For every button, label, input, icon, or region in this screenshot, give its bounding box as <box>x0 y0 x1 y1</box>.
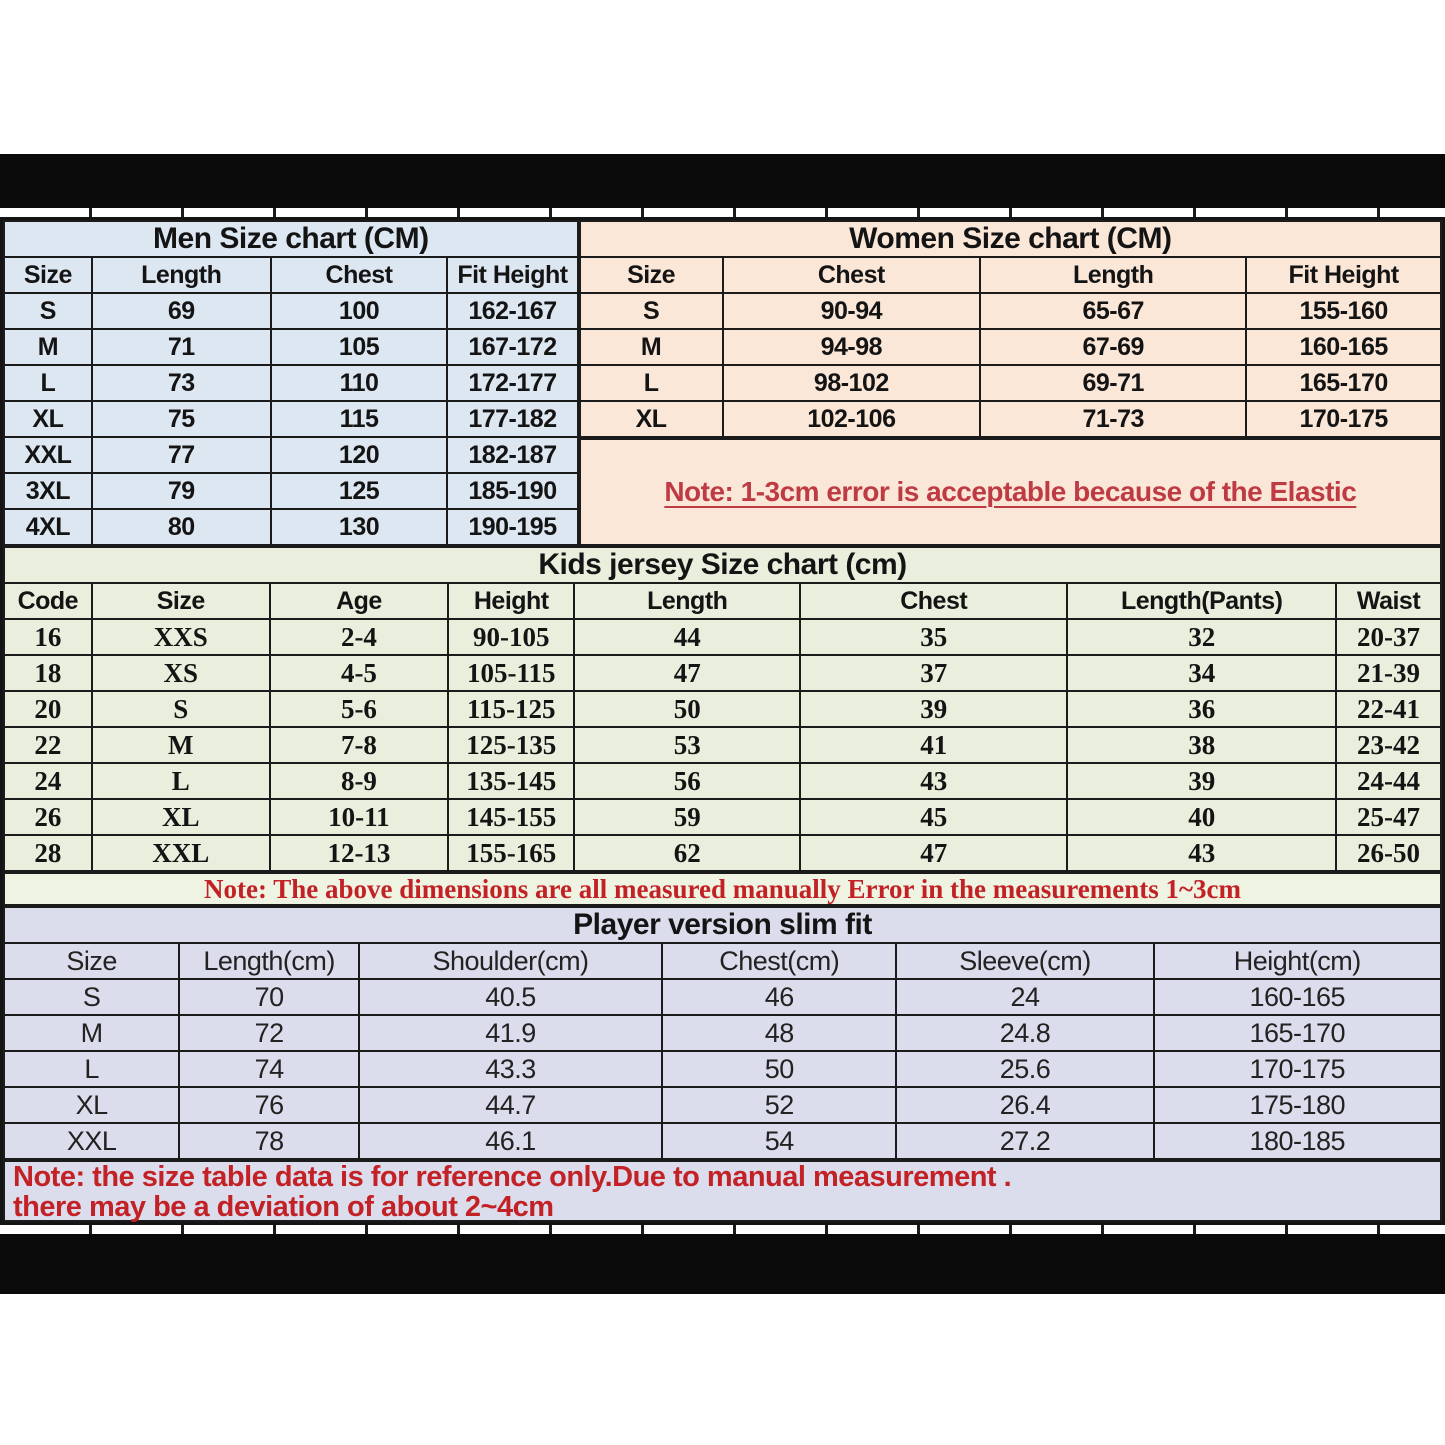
table-cell: 72 <box>179 1015 359 1051</box>
table-row <box>4 547 1441 583</box>
table-cell: M <box>580 329 723 365</box>
top-black-bar <box>0 154 1445 208</box>
table-cell: 75 <box>92 401 271 437</box>
table-cell: 185-190 <box>447 473 577 509</box>
table-cell: 77 <box>92 437 271 473</box>
table-cell: 69 <box>92 293 271 329</box>
table-row <box>4 1051 1441 1087</box>
table-cell: 26 <box>4 799 92 835</box>
table-cell: 165-170 <box>1154 1015 1441 1051</box>
kids-note <box>3 872 1442 906</box>
table-cell: 38 <box>1067 727 1336 763</box>
table-cell: S <box>92 691 270 727</box>
table-cell: 67-69 <box>980 329 1246 365</box>
column-header: Sleeve(cm) <box>896 943 1153 979</box>
kids-header-row <box>4 583 1441 619</box>
table-cell: 54 <box>662 1123 896 1159</box>
column-header: Length(Pants) <box>1067 583 1336 619</box>
table-cell: 28 <box>4 835 92 871</box>
table-cell: 7-8 <box>270 727 448 763</box>
top-white-margin <box>0 0 1445 154</box>
table-cell: 18 <box>4 655 92 691</box>
table-cell: 26.4 <box>896 1087 1153 1123</box>
tick-strip-top <box>0 208 1445 217</box>
table-cell: L <box>4 1051 179 1087</box>
table-cell: 53 <box>574 727 800 763</box>
table-row <box>580 221 1441 257</box>
table-cell: 172-177 <box>447 365 577 401</box>
table-cell: 47 <box>574 655 800 691</box>
table-cell: 10-11 <box>270 799 448 835</box>
table-cell: 40.5 <box>359 979 662 1015</box>
table-cell: 90-105 <box>448 619 574 655</box>
table-row <box>4 329 578 365</box>
table-row <box>580 293 1441 329</box>
kids-size-table <box>3 546 1442 872</box>
kids-note-text: Note: The above dimensions are all measured manually Error in the measurements 1~3cm <box>203 873 1241 904</box>
table-cell: 47 <box>800 835 1067 871</box>
table-cell: 73 <box>92 365 271 401</box>
table-cell: XXL <box>4 1123 179 1159</box>
table-row <box>580 365 1441 401</box>
footer-note-line2: there may be a deviation of about 2~4cm <box>13 1190 554 1223</box>
table-cell: 16 <box>4 619 92 655</box>
table-cell: 120 <box>271 437 448 473</box>
footer-note-line1: Note: the size table data is for reference only.Due to manual measurement . <box>13 1160 1012 1193</box>
table-cell: XS <box>92 655 270 691</box>
table-cell: 145-155 <box>448 799 574 835</box>
player-table-body <box>4 979 1441 1159</box>
table-cell: 56 <box>574 763 800 799</box>
column-header: Size <box>92 583 270 619</box>
table-cell: 165-170 <box>1246 365 1441 401</box>
table-cell: 175-180 <box>1154 1087 1441 1123</box>
table-cell: 20-37 <box>1336 619 1441 655</box>
table-cell: 20 <box>4 691 92 727</box>
table-cell: 98-102 <box>723 365 981 401</box>
men-table-body <box>4 293 578 545</box>
women-size-column <box>579 220 1442 546</box>
table-cell: 74 <box>179 1051 359 1087</box>
table-cell: 43 <box>1067 835 1336 871</box>
size-chart-sheet <box>0 217 1445 1225</box>
table-cell: 190-195 <box>447 509 577 545</box>
table-cell: 162-167 <box>447 293 577 329</box>
player-table-title: Player version slim fit <box>4 907 1441 943</box>
table-cell: 105 <box>271 329 448 365</box>
table-cell: 43 <box>800 763 1067 799</box>
table-cell: 105-115 <box>448 655 574 691</box>
table-cell: 155-165 <box>448 835 574 871</box>
table-cell: S <box>4 293 92 329</box>
table-row <box>4 655 1441 691</box>
table-cell: 23-42 <box>1336 727 1441 763</box>
table-cell: 76 <box>179 1087 359 1123</box>
table-cell: 22 <box>4 727 92 763</box>
table-cell: 177-182 <box>447 401 577 437</box>
table-cell: 130 <box>271 509 448 545</box>
table-cell: 8-9 <box>270 763 448 799</box>
table-cell: S <box>4 979 179 1015</box>
column-header: Chest <box>271 257 448 293</box>
table-cell: 46 <box>662 979 896 1015</box>
table-row <box>4 763 1441 799</box>
table-cell: 39 <box>800 691 1067 727</box>
table-cell: 44 <box>574 619 800 655</box>
column-header: Chest <box>723 257 981 293</box>
table-cell: 170-175 <box>1154 1051 1441 1087</box>
table-cell: M <box>4 329 92 365</box>
table-cell: 135-145 <box>448 763 574 799</box>
table-cell: 25.6 <box>896 1051 1153 1087</box>
table-cell: 44.7 <box>359 1087 662 1123</box>
player-version-table <box>3 906 1442 1160</box>
table-row <box>4 293 578 329</box>
column-header: Age <box>270 583 448 619</box>
men-table-title: Men Size chart (CM) <box>4 221 578 257</box>
women-table-body <box>580 293 1441 437</box>
table-cell: 36 <box>1067 691 1336 727</box>
column-header: Shoulder(cm) <box>359 943 662 979</box>
column-header: Length <box>92 257 271 293</box>
women-note-text: Note: 1-3cm error is acceptable because of the Elastic <box>664 476 1357 507</box>
column-header: Size <box>4 943 179 979</box>
table-cell: 25-47 <box>1336 799 1441 835</box>
table-row <box>4 1015 1441 1051</box>
table-cell: 69-71 <box>980 365 1246 401</box>
table-cell: 40 <box>1067 799 1336 835</box>
table-cell: 115 <box>271 401 448 437</box>
table-cell: 26-50 <box>1336 835 1441 871</box>
table-cell: S <box>580 293 723 329</box>
table-cell: 94-98 <box>723 329 981 365</box>
women-table-title: Women Size chart (CM) <box>580 221 1441 257</box>
table-cell: 65-67 <box>980 293 1246 329</box>
table-cell: XL <box>4 1087 179 1123</box>
column-header: Fit Height <box>1246 257 1441 293</box>
table-cell: M <box>4 1015 179 1051</box>
table-cell: 180-185 <box>1154 1123 1441 1159</box>
table-cell: 12-13 <box>270 835 448 871</box>
table-cell: 160-165 <box>1154 979 1441 1015</box>
footer-note <box>3 1160 1442 1222</box>
table-row <box>4 221 578 257</box>
table-cell: L <box>4 365 92 401</box>
table-cell: 39 <box>1067 763 1336 799</box>
column-header: Size <box>580 257 723 293</box>
men-size-column <box>3 220 579 546</box>
table-cell: 4-5 <box>270 655 448 691</box>
table-row <box>4 365 578 401</box>
table-cell: L <box>92 763 270 799</box>
table-row <box>4 835 1441 871</box>
kids-table-title: Kids jersey Size chart (cm) <box>4 547 1441 583</box>
table-cell: 5-6 <box>270 691 448 727</box>
table-cell: XL <box>92 799 270 835</box>
column-header: Height <box>448 583 574 619</box>
column-header: Fit Height <box>447 257 577 293</box>
table-cell: 52 <box>662 1087 896 1123</box>
table-cell: 45 <box>800 799 1067 835</box>
table-row <box>4 1123 1441 1159</box>
women-header-row <box>580 257 1441 293</box>
table-cell: 90-94 <box>723 293 981 329</box>
table-cell: 41 <box>800 727 1067 763</box>
table-cell: 170-175 <box>1246 401 1441 437</box>
kids-table-body <box>4 619 1441 871</box>
column-header: Code <box>4 583 92 619</box>
table-cell: 24 <box>896 979 1153 1015</box>
table-cell: 24-44 <box>1336 763 1441 799</box>
table-cell: 160-165 <box>1246 329 1441 365</box>
column-header: Length <box>980 257 1246 293</box>
table-cell: 2-4 <box>270 619 448 655</box>
table-cell: L <box>580 365 723 401</box>
table-cell: 37 <box>800 655 1067 691</box>
table-row <box>4 1087 1441 1123</box>
column-header: Waist <box>1336 583 1441 619</box>
table-cell: 4XL <box>4 509 92 545</box>
table-cell: 41.9 <box>359 1015 662 1051</box>
table-cell: 27.2 <box>896 1123 1153 1159</box>
table-cell: XXL <box>92 835 270 871</box>
column-header: Chest(cm) <box>662 943 896 979</box>
table-cell: 59 <box>574 799 800 835</box>
table-cell: 34 <box>1067 655 1336 691</box>
table-row <box>4 691 1441 727</box>
table-cell: 125-135 <box>448 727 574 763</box>
table-cell: XXL <box>4 437 92 473</box>
adult-size-section <box>3 220 1442 546</box>
table-cell: 80 <box>92 509 271 545</box>
column-header: Length(cm) <box>179 943 359 979</box>
table-cell: 110 <box>271 365 448 401</box>
table-cell: 50 <box>574 691 800 727</box>
table-cell: 62 <box>574 835 800 871</box>
column-header: Length <box>574 583 800 619</box>
table-cell: 155-160 <box>1246 293 1441 329</box>
table-cell: 182-187 <box>447 437 577 473</box>
table-cell: XXS <box>92 619 270 655</box>
men-header-row <box>4 257 578 293</box>
table-row <box>4 619 1441 655</box>
table-cell: 71 <box>92 329 271 365</box>
table-cell: XL <box>4 401 92 437</box>
men-size-table <box>3 220 579 546</box>
table-cell: 125 <box>271 473 448 509</box>
column-header: Chest <box>800 583 1067 619</box>
table-cell: 35 <box>800 619 1067 655</box>
table-cell: 46.1 <box>359 1123 662 1159</box>
table-row <box>4 907 1441 943</box>
table-row <box>4 473 578 509</box>
table-row <box>4 401 578 437</box>
table-row <box>4 509 578 545</box>
table-row <box>580 329 1441 365</box>
table-cell: 24.8 <box>896 1015 1153 1051</box>
table-cell: 78 <box>179 1123 359 1159</box>
table-cell: 70 <box>179 979 359 1015</box>
table-cell: 32 <box>1067 619 1336 655</box>
table-cell: 22-41 <box>1336 691 1441 727</box>
column-header: Height(cm) <box>1154 943 1441 979</box>
table-cell: 115-125 <box>448 691 574 727</box>
women-note <box>579 438 1442 546</box>
tick-strip-bottom <box>0 1225 1445 1234</box>
women-size-table <box>579 220 1442 438</box>
table-row <box>4 979 1441 1015</box>
table-cell: 43.3 <box>359 1051 662 1087</box>
table-cell: XL <box>580 401 723 437</box>
table-cell: 21-39 <box>1336 655 1441 691</box>
table-cell: 3XL <box>4 473 92 509</box>
table-cell: 71-73 <box>980 401 1246 437</box>
table-row <box>4 727 1441 763</box>
table-cell: M <box>92 727 270 763</box>
table-cell: 24 <box>4 763 92 799</box>
bottom-black-bar <box>0 1234 1445 1294</box>
table-row <box>4 437 578 473</box>
table-cell: 167-172 <box>447 329 577 365</box>
player-header-row <box>4 943 1441 979</box>
bottom-white-margin <box>0 1294 1445 1445</box>
table-row <box>4 799 1441 835</box>
table-row <box>580 401 1441 437</box>
table-cell: 100 <box>271 293 448 329</box>
table-cell: 79 <box>92 473 271 509</box>
column-header: Size <box>4 257 92 293</box>
table-cell: 48 <box>662 1015 896 1051</box>
table-cell: 50 <box>662 1051 896 1087</box>
table-cell: 102-106 <box>723 401 981 437</box>
